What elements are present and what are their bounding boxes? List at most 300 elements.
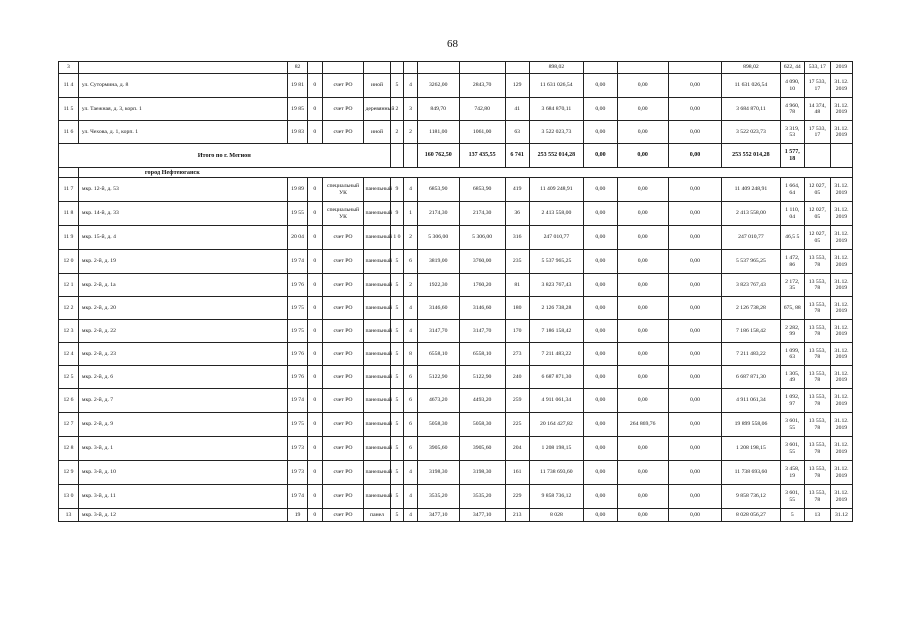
table-cell: 0,00 xyxy=(668,297,721,320)
table-cell: 6 687 871,30 xyxy=(722,366,781,389)
table-cell: 0 xyxy=(307,485,322,509)
table-cell: 4 960, 78 xyxy=(780,98,804,121)
table-cell: счет РО xyxy=(322,74,364,98)
total-owners: 253 552 014,28 xyxy=(722,144,781,168)
table-cell: 19 73 xyxy=(288,461,308,485)
address-cell: мкр. 15-й, д. 4 xyxy=(78,226,287,250)
table-cell: счет РО xyxy=(322,343,364,366)
table-cell: 1 110, 04 xyxy=(780,202,804,226)
table-cell: 0 xyxy=(307,202,322,226)
table-cell: 12 8 xyxy=(59,437,79,461)
table-cell: 5 xyxy=(390,320,404,343)
table-cell: деревянный xyxy=(364,98,390,121)
table-cell: панельный xyxy=(364,485,390,509)
table-cell: 8 028 xyxy=(529,509,583,522)
table-cell: 12 027, 05 xyxy=(804,226,830,250)
total-cost: 253 552 014,28 xyxy=(529,144,583,168)
table-cell: 12 6 xyxy=(59,389,79,413)
table-cell: 1 099, 63 xyxy=(780,343,804,366)
table-cell: 31.12. 2019 xyxy=(830,437,852,461)
table-cell: 6 xyxy=(404,250,418,274)
address-cell: ул. Чехова, д. 1, корп. 1 xyxy=(78,121,287,144)
table-cell: 0,00 xyxy=(668,226,721,250)
table-cell: 4 911 061,34 xyxy=(722,389,781,413)
table-cell: счет РО xyxy=(322,297,364,320)
table-cell: 5058,30 xyxy=(417,413,459,437)
table-cell: 0,00 xyxy=(584,509,617,522)
table-cell: 6 xyxy=(404,389,418,413)
address-cell: мкр. 2-й, д. 19 xyxy=(78,250,287,274)
table-cell xyxy=(617,62,668,74)
address-cell: ул. Таежная, д. 3, корп. 1 xyxy=(78,98,287,121)
table-cell: 0 xyxy=(307,366,322,389)
table-cell: 0,00 xyxy=(617,297,668,320)
table-cell: 19 899 558,06 xyxy=(722,413,781,437)
table-cell: 0,00 xyxy=(584,226,617,250)
table-cell: 1181,00 xyxy=(417,121,459,144)
address-cell: мкр. 2-й, д. 7 xyxy=(78,389,287,413)
table-cell: 180 xyxy=(505,297,529,320)
table-cell: 3 823 767,43 xyxy=(529,274,583,297)
table-cell: 11 6 xyxy=(59,121,79,144)
table-cell: 204 xyxy=(505,437,529,461)
table-cell: 12 4 xyxy=(59,343,79,366)
table-cell: 11 631 026,54 xyxy=(722,74,781,98)
table-cell: панельный xyxy=(364,178,390,202)
table-cell: 0 xyxy=(307,437,322,461)
table-cell: 0,00 xyxy=(584,297,617,320)
table-cell: 5 xyxy=(390,274,404,297)
table-cell: 0,00 xyxy=(617,121,668,144)
address-cell: мкр. 3-й, д. 11 xyxy=(78,485,287,509)
table-cell: 6558,10 xyxy=(417,343,459,366)
table-cell: 11 8 xyxy=(59,202,79,226)
table-cell: 19 74 xyxy=(288,389,308,413)
table-cell: 13 xyxy=(804,509,830,522)
table-cell: 13 553, 78 xyxy=(804,437,830,461)
table-cell: 0,00 xyxy=(617,437,668,461)
table-cell: 1 664, 64 xyxy=(780,178,804,202)
table-cell: 8 xyxy=(404,343,418,366)
table-cell: 3477,10 xyxy=(417,509,459,522)
table-cell: 6 xyxy=(404,366,418,389)
table-cell: 31.12. 2019 xyxy=(830,461,852,485)
table-cell: иной xyxy=(364,74,390,98)
table-cell: специальный УК xyxy=(322,202,364,226)
table-cell: 19 74 xyxy=(288,250,308,274)
table-cell: 1 208 198,15 xyxy=(722,437,781,461)
city-name: город Нефтеюганск xyxy=(78,168,852,178)
table-cell: 5 306,00 xyxy=(417,226,459,250)
address-cell xyxy=(78,62,287,74)
table-cell: 0,00 xyxy=(617,226,668,250)
total-residents: 6 741 xyxy=(505,144,529,168)
table-cell: 1 208 198,15 xyxy=(529,437,583,461)
table-cell: панельный xyxy=(364,343,390,366)
table-cell: 11 7 xyxy=(59,178,79,202)
table-cell: 31.12. 2019 xyxy=(830,226,852,250)
table-cell: 31.12. 2019 xyxy=(830,366,852,389)
table-cell: 0,00 xyxy=(617,202,668,226)
table-cell: 0,00 xyxy=(584,389,617,413)
table-cell: 0,00 xyxy=(668,121,721,144)
table-cell: 31.12. 2019 xyxy=(830,413,852,437)
table-cell: 3 601, 55 xyxy=(780,485,804,509)
table-cell: 0,00 xyxy=(617,74,668,98)
table-cell: 0 xyxy=(307,413,322,437)
table-cell: 9 xyxy=(390,178,404,202)
table-cell: 0,00 xyxy=(668,320,721,343)
table-cell: 2 xyxy=(390,98,404,121)
table-cell: 0,00 xyxy=(584,343,617,366)
table-cell: 6853,90 xyxy=(417,178,459,202)
table-cell: 6 xyxy=(404,437,418,461)
table-cell: 13 553, 78 xyxy=(804,461,830,485)
table-cell: 11 631 026,54 xyxy=(529,74,583,98)
table-cell: 31.12. 2019 xyxy=(830,320,852,343)
table-cell: 0,00 xyxy=(617,461,668,485)
table-cell: 13 0 xyxy=(59,485,79,509)
table-cell: 31.12. 2019 xyxy=(830,343,852,366)
address-cell: ул. Сутормина, д. 8 xyxy=(78,74,287,98)
table-cell: 0,00 xyxy=(668,74,721,98)
table-row xyxy=(59,202,853,226)
table-cell: 7 211 483,22 xyxy=(722,343,781,366)
address-cell: мкр. 2-й, д. 20 xyxy=(78,297,287,320)
table-cell: 3 522 023,73 xyxy=(529,121,583,144)
table-cell: 13 553, 78 xyxy=(804,320,830,343)
table-cell: 4 xyxy=(404,509,418,522)
table-cell: 5 537 965,25 xyxy=(722,250,781,274)
table-cell: 46,5 5 xyxy=(780,226,804,250)
table-cell: 0,00 xyxy=(584,366,617,389)
table-cell: 17 533, 17 xyxy=(804,121,830,144)
table-cell: 0,00 xyxy=(668,98,721,121)
address-cell: мкр. 2-й, д. 23 xyxy=(78,343,287,366)
table-cell: 20 164 427,82 xyxy=(529,413,583,437)
table-cell: 0,00 xyxy=(584,461,617,485)
table-cell: 4 xyxy=(404,461,418,485)
table-cell: 4 xyxy=(404,320,418,343)
table-cell: 11 409 248,91 xyxy=(722,178,781,202)
total-local: 0,00 xyxy=(668,144,721,168)
table-cell: панельный xyxy=(364,274,390,297)
table-cell: 81 xyxy=(505,274,529,297)
table-cell: 3477,10 xyxy=(459,509,505,522)
table-cell: 3147,70 xyxy=(417,320,459,343)
table-cell: 3198,30 xyxy=(417,461,459,485)
table-cell: 0,00 xyxy=(668,413,721,437)
table-cell: 2 126 738,28 xyxy=(529,297,583,320)
rows-top xyxy=(59,62,853,144)
table-cell: 3 684 870,11 xyxy=(722,98,781,121)
table-cell: 20 04 xyxy=(288,226,308,250)
table-row xyxy=(59,461,853,485)
table-cell xyxy=(59,168,79,178)
table-cell: 63 xyxy=(505,121,529,144)
table-cell: 2 282, 99 xyxy=(780,320,804,343)
table-cell: 9 858 736,12 xyxy=(722,485,781,509)
table-cell: панельный xyxy=(364,250,390,274)
table-cell: 31.12. 2019 xyxy=(830,121,852,144)
table-cell: 0,00 xyxy=(668,343,721,366)
table-cell: 0 xyxy=(307,320,322,343)
table-cell: счет РО xyxy=(322,485,364,509)
table-cell xyxy=(404,144,418,168)
table-cell: 898,02 xyxy=(722,62,781,74)
table-cell: 0,00 xyxy=(584,437,617,461)
table-row xyxy=(59,274,853,297)
table-cell: 0,00 xyxy=(617,178,668,202)
table-cell: 0,00 xyxy=(617,274,668,297)
table-cell: 3146,60 xyxy=(459,297,505,320)
table-cell: 2 413 558,00 xyxy=(722,202,781,226)
address-cell: мкр. 2-й, д. 6 xyxy=(78,366,287,389)
table-cell: 5 xyxy=(780,509,804,522)
table-cell: 247 010,77 xyxy=(529,226,583,250)
table-cell: 11 409 248,91 xyxy=(529,178,583,202)
table-cell: 1061,00 xyxy=(459,121,505,144)
table-cell: 2174,30 xyxy=(417,202,459,226)
table-row xyxy=(59,366,853,389)
table-cell: 5 xyxy=(390,437,404,461)
table-cell: 11 5 xyxy=(59,98,79,121)
table-cell: 4 xyxy=(404,178,418,202)
table-cell: панельный xyxy=(364,297,390,320)
table-cell: 19 75 xyxy=(288,297,308,320)
table-cell: 3 601, 55 xyxy=(780,437,804,461)
total-fund: 0,00 xyxy=(584,144,617,168)
total-living-area: 137 435,55 xyxy=(459,144,505,168)
table-cell: 0,00 xyxy=(668,366,721,389)
table-cell: 6853,90 xyxy=(459,178,505,202)
table-cell: 3 823 767,43 xyxy=(722,274,781,297)
table-cell: 0,00 xyxy=(668,202,721,226)
table-cell: 31.12 xyxy=(830,509,852,522)
table-cell: 3535,20 xyxy=(417,485,459,509)
table-cell xyxy=(390,144,404,168)
table-cell: 0,00 xyxy=(584,202,617,226)
table-row xyxy=(59,297,853,320)
table-cell: 12 7 xyxy=(59,413,79,437)
table-cell: 13 553, 78 xyxy=(804,366,830,389)
table-cell: 0 xyxy=(307,274,322,297)
table-cell: 4 xyxy=(404,485,418,509)
table-cell: 0,00 xyxy=(617,389,668,413)
table-cell xyxy=(307,62,322,74)
total-unit-cost: 1 577, 18 xyxy=(780,144,804,168)
rows-main xyxy=(59,178,853,522)
table-cell: 19 74 xyxy=(288,485,308,509)
address-cell: мкр. 12-й, д. 53 xyxy=(78,178,287,202)
table-cell xyxy=(830,144,852,168)
table-cell: 13 553, 78 xyxy=(804,250,830,274)
table-cell: 19 75 xyxy=(288,413,308,437)
table-cell: 2 172, 35 xyxy=(780,274,804,297)
address-cell: мкр. 3-й, д. 10 xyxy=(78,461,287,485)
table-cell: 316 xyxy=(505,226,529,250)
table-cell: 19 85 xyxy=(288,98,308,121)
table-cell xyxy=(505,62,529,74)
table-cell: 19 55 xyxy=(288,202,308,226)
table-cell: 12 5 xyxy=(59,366,79,389)
address-cell: мкр. 3-й, д. 1 xyxy=(78,437,287,461)
table-cell: 3760,00 xyxy=(459,250,505,274)
table-cell: 3 601, 55 xyxy=(780,413,804,437)
table-cell: 0,00 xyxy=(617,98,668,121)
table-cell: 5 xyxy=(390,250,404,274)
table-cell: 5 xyxy=(390,461,404,485)
table-row xyxy=(59,343,853,366)
table-cell: 19 89 xyxy=(288,178,308,202)
table-cell: 82 xyxy=(288,62,308,74)
table-cell: 0,00 xyxy=(668,461,721,485)
table-cell: 0 xyxy=(307,178,322,202)
table-cell: 11 9 xyxy=(59,226,79,250)
table-cell: панельный xyxy=(364,226,390,250)
table-cell: 19 xyxy=(288,509,308,522)
table-cell: 17 533, 17 xyxy=(804,74,830,98)
table-row xyxy=(59,62,853,74)
total-label: Итого по г. Мегион xyxy=(59,144,391,168)
table-cell: 1 472, 86 xyxy=(780,250,804,274)
table-cell: 0,00 xyxy=(668,274,721,297)
table-cell: 0,00 xyxy=(584,320,617,343)
table-cell: 3 684 870,11 xyxy=(529,98,583,121)
table-cell: 0,00 xyxy=(668,389,721,413)
table-cell: 5 xyxy=(390,366,404,389)
table-cell: 419 xyxy=(505,178,529,202)
table-cell: 675, 88 xyxy=(780,297,804,320)
table-cell: 0,00 xyxy=(617,343,668,366)
table-cell: 5058,30 xyxy=(459,413,505,437)
table-cell: 0 xyxy=(307,121,322,144)
table-cell: 3819,00 xyxy=(417,250,459,274)
table-cell: 0,00 xyxy=(668,178,721,202)
table-cell: панел xyxy=(364,509,390,522)
table-cell: панельный xyxy=(364,389,390,413)
table-cell: 0 xyxy=(307,250,322,274)
table-cell: 31.12. 2019 xyxy=(830,178,852,202)
table-row xyxy=(59,98,853,121)
table-cell: 0 xyxy=(307,226,322,250)
table-cell: 225 xyxy=(505,413,529,437)
table-cell: иной xyxy=(364,121,390,144)
table-row xyxy=(59,226,853,250)
table-cell: 36 xyxy=(505,202,529,226)
table-cell: 3 xyxy=(59,62,79,74)
table-cell: 0,00 xyxy=(584,250,617,274)
table-row xyxy=(59,389,853,413)
table-cell: 0,00 xyxy=(584,121,617,144)
table-cell: 6 xyxy=(404,413,418,437)
page-number: 68 xyxy=(447,38,458,50)
table-cell: 2 xyxy=(404,274,418,297)
table-cell: 1760,20 xyxy=(459,274,505,297)
table-cell: 4 xyxy=(404,297,418,320)
table-cell: 1 0 xyxy=(390,226,404,250)
table-cell: 2 xyxy=(404,226,418,250)
table-cell: 3905,60 xyxy=(459,437,505,461)
table-cell: 1 092, 97 xyxy=(780,389,804,413)
table-cell: 3262,00 xyxy=(417,74,459,98)
table-cell: 2019 xyxy=(830,62,852,74)
table-cell: 13 553, 78 xyxy=(804,297,830,320)
table-cell: 4 911 061,34 xyxy=(529,389,583,413)
table-cell: 3 458, 19 xyxy=(780,461,804,485)
table-cell: 7 211 483,22 xyxy=(529,343,583,366)
table-cell: 8 028 056,27 xyxy=(722,509,781,522)
table-cell: панельный xyxy=(364,461,390,485)
table-cell: 13 xyxy=(59,509,79,522)
table-cell: 898,02 xyxy=(529,62,583,74)
table-cell: 0,00 xyxy=(617,250,668,274)
table-cell: 12 9 xyxy=(59,461,79,485)
table-cell: 13 553, 78 xyxy=(804,343,830,366)
table-cell: 31.12. 2019 xyxy=(830,98,852,121)
table-cell: 1 xyxy=(404,202,418,226)
table-cell: 3 522 023,73 xyxy=(722,121,781,144)
table-cell: 31.12. 2019 xyxy=(830,274,852,297)
table-cell: 0,00 xyxy=(617,320,668,343)
table-cell xyxy=(390,62,404,74)
table-cell: 14 374, 48 xyxy=(804,98,830,121)
address-cell: мкр. 3-й, д. 12 xyxy=(78,509,287,522)
housing-register-table xyxy=(58,61,853,522)
table-cell: 19 81 xyxy=(288,74,308,98)
total-row xyxy=(59,144,853,168)
table-cell: 5 xyxy=(390,297,404,320)
table-cell: 19 83 xyxy=(288,121,308,144)
table-row xyxy=(59,485,853,509)
table-cell: 5 xyxy=(390,343,404,366)
table-cell: 4673,20 xyxy=(417,389,459,413)
table-cell: 31.12. 2019 xyxy=(830,74,852,98)
table-cell: 3535,20 xyxy=(459,485,505,509)
table-cell: 0 xyxy=(307,98,322,121)
table-cell: 12 2 xyxy=(59,297,79,320)
table-cell: специальный УК xyxy=(322,178,364,202)
table-cell xyxy=(417,62,459,74)
table-cell: 533, 17 xyxy=(804,62,830,74)
table-cell: 5 537 965,25 xyxy=(529,250,583,274)
total-budget: 0,00 xyxy=(617,144,668,168)
table-cell: 0 xyxy=(307,74,322,98)
table-cell: 0,00 xyxy=(584,485,617,509)
table-cell: 5122,90 xyxy=(459,366,505,389)
table-cell: счет РО xyxy=(322,366,364,389)
table-cell: 0 xyxy=(307,343,322,366)
table-row xyxy=(59,413,853,437)
table-cell: 31.12. 2019 xyxy=(830,297,852,320)
table-cell: 9 xyxy=(390,202,404,226)
table-cell: 13 553, 78 xyxy=(804,389,830,413)
table-row xyxy=(59,320,853,343)
table-cell: 31.12. 2019 xyxy=(830,202,852,226)
table-cell: 3146,60 xyxy=(417,297,459,320)
table-cell: 213 xyxy=(505,509,529,522)
table-cell: 7 186 158,42 xyxy=(529,320,583,343)
table-cell: 12 3 xyxy=(59,320,79,343)
table-cell: 13 553, 78 xyxy=(804,274,830,297)
table-cell: 129 xyxy=(505,74,529,98)
table-cell xyxy=(804,144,830,168)
address-cell: мкр. 2-й, д. 9 xyxy=(78,413,287,437)
table-cell: 0,00 xyxy=(617,509,668,522)
table-cell: 0,00 xyxy=(584,274,617,297)
table-row xyxy=(59,509,853,522)
table-cell: 0,00 xyxy=(617,485,668,509)
